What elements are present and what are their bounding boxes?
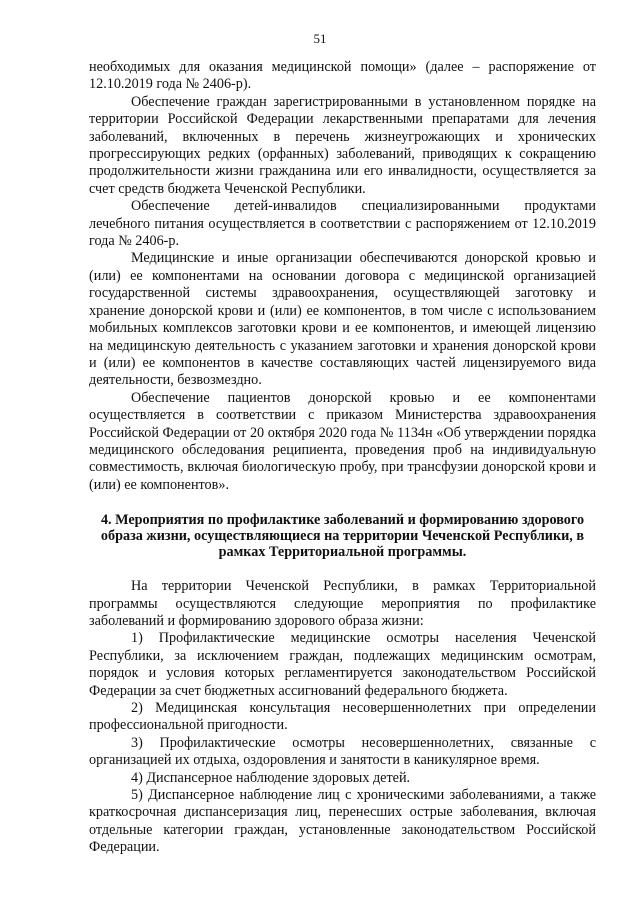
paragraph-continuation: необходимых для оказания медицинской помощи» (далее – распоряжение от 12.10.2019 года № 2406-р). — [89, 59, 596, 93]
list-item-2: 2) Медицинская консультация несовершеннолетних при определении профессиональной пригодности. — [89, 700, 596, 734]
list-item-4: 4) Диспансерное наблюдение здоровых детей. — [131, 769, 411, 786]
paragraph-donor-blood-supply: Медицинские и иные организации обеспечиваются донорской кровью и (или) ее компонентами на основании договора с медицинской организацией государственной системы здравоохранения, осуществляющей заготовку и хранение донорской крови и (или) ее компонентов, в том числе с использованием мобильных комплексов заготовки крови и ее компонентов, и имеющей лицензию на медицинскую деятельность с указанием заготовки и хранения донорской крови и (или) ее компонентов в качестве составляющих частей лицензируемого вида деятельности, безвозмездно. — [89, 250, 596, 389]
paragraph-donor-blood-patients: Обеспечение пациентов донорской кровью и ее компонентами осуществляется в соответствии с приказом Министерства здравоохранения Российской Федерации от 20 октября 2020 года № 1134н «Об утверждении порядка медицинского обследования реципиента, проведения проб на индивидуальную совместимость, включая биологическую пробу, при трансфузии донорской крови и (или) ее компонентов». — [89, 389, 596, 493]
list-item-1: 1) Профилактические медицинские осмотры населения Чеченской Республики, за исключением граждан, подлежащих медицинским осмотрам, порядок и условия которых регламентируется законодательством Российской Федерации за счет бюджетных ассигнований федерального бюджета. — [89, 630, 596, 699]
paragraph-intro: На территории Чеченской Республики, в рамках Территориальной программы осуществляются следующие мероприятия по профилактике заболеваний и формированию здорового образа жизни: — [89, 578, 596, 629]
list-item-5: 5) Диспансерное наблюдение лиц с хроническими заболеваниями, а также краткосрочная диспансеризация лиц, перенесших острые заболевания, включая отдельные категории граждан, установленные законодательством Российской Федерации. — [89, 787, 596, 856]
paragraph-orphan-drugs: Обеспечение граждан зарегистрированными в установленном порядке на территории Российской Федерации лекарственными препаратами для лечения заболеваний, включенных в перечень жизнеугрожающих и хронических прогрессирующих редких (орфанных) заболеваний, приводящих к сокращению продолжительности жизни гражданина или его инвалидности, осуществляется за счет средств бюджета Чеченской Республики. — [89, 93, 596, 197]
paragraph-children-nutrition: Обеспечение детей-инвалидов специализированными продуктами лечебного питания осуществляется в соответствии с распоряжением от 12.10.2019 года № 2406-р. — [89, 198, 596, 250]
list-item-3: 3) Профилактические осмотры несовершеннолетних, связанные с организацией их отдыха, оздоровления и занятости в каникулярное время. — [89, 734, 596, 769]
page-number: 51 — [313, 31, 327, 46]
document-body — [89, 59, 596, 857]
section-heading: 4. Мероприятия по профилактике заболеваний и формированию здорового образа жизни, осуществляющиеся на территории Чеченской Республики, в рамках Территориальной программы. — [100, 512, 585, 561]
